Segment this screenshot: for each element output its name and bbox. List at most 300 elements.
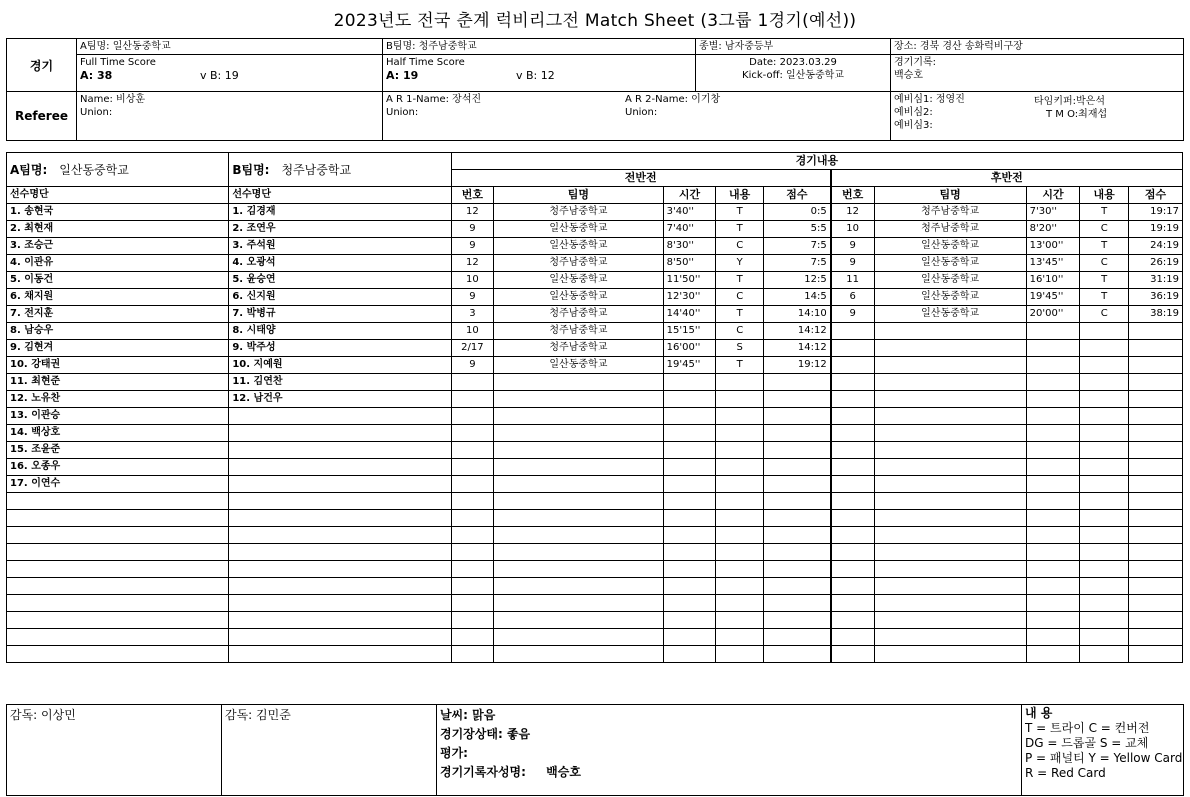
first-half-time: 12'30'' xyxy=(663,289,716,306)
first-half-no xyxy=(451,391,493,408)
first-half-score xyxy=(763,544,830,561)
second-half-time xyxy=(1026,629,1080,646)
roster-a-player: 9. 김현겨 xyxy=(7,340,229,357)
second-half-score xyxy=(1128,340,1182,357)
roster-a-player xyxy=(7,561,229,578)
second-half-code xyxy=(1080,612,1129,629)
first-half-code xyxy=(716,578,764,595)
table-row xyxy=(7,527,1183,544)
first-half-time: 8'30'' xyxy=(663,238,716,255)
second-half-team xyxy=(874,544,1026,561)
first-half-team: 청주남중학교 xyxy=(494,255,664,272)
second-half-code xyxy=(1080,459,1129,476)
first-half-score: 5:5 xyxy=(763,221,830,238)
second-half-team xyxy=(874,527,1026,544)
first-half-team: 일산동중학교 xyxy=(494,357,664,374)
second-half-no: 9 xyxy=(831,238,874,255)
table-row xyxy=(7,425,1183,442)
second-half-time: 8'20'' xyxy=(1026,221,1080,238)
second-half-time xyxy=(1026,595,1080,612)
first-half-team: 청주남중학교 xyxy=(494,306,664,323)
recorder-name: 백승호 xyxy=(894,70,923,81)
legend-line-1: T = 트라이 C = 컨버전 xyxy=(1025,721,1150,735)
first-half-score xyxy=(763,578,830,595)
first-half-score xyxy=(763,527,830,544)
roster-b-player xyxy=(229,595,451,612)
roster-b-player: 4. 오광석 xyxy=(229,255,451,272)
first-half-no xyxy=(451,561,493,578)
second-half-score xyxy=(1128,510,1182,527)
second-half-team xyxy=(874,323,1026,340)
first-half-score xyxy=(763,646,830,663)
second-half-score: 24:19 xyxy=(1128,238,1182,255)
first-half-time xyxy=(663,595,716,612)
first-half-header: 전반전 xyxy=(451,170,831,187)
table-row xyxy=(7,408,1183,425)
table-row xyxy=(7,357,1183,374)
second-half-team: 일산동중학교 xyxy=(874,289,1026,306)
first-half-no xyxy=(451,425,493,442)
roster-b-player xyxy=(229,459,451,476)
second-half-no xyxy=(831,578,874,595)
roster-b-player: 5. 윤승연 xyxy=(229,272,451,289)
second-half-score: 36:19 xyxy=(1128,289,1182,306)
table-row xyxy=(7,629,1183,646)
roster-a-player: 5. 이동건 xyxy=(7,272,229,289)
second-half-code xyxy=(1080,357,1129,374)
half-time-b: v B: 12 xyxy=(516,69,555,82)
referee-label: Referee xyxy=(7,92,77,141)
roster-b-player xyxy=(229,408,451,425)
first-half-no xyxy=(451,476,493,493)
second-half-no xyxy=(831,595,874,612)
second-half-team: 일산동중학교 xyxy=(874,272,1026,289)
roster-b-player xyxy=(229,527,451,544)
first-half-code xyxy=(716,561,764,578)
category: 종별: 남자중등부 xyxy=(696,39,891,55)
evaluation: 평가: xyxy=(440,746,468,760)
recorder-label: 경기기록: xyxy=(894,57,937,68)
roster-a-player xyxy=(7,510,229,527)
roster-b-player xyxy=(229,425,451,442)
second-half-team-header: 팀명 xyxy=(874,187,1026,204)
second-half-no: 10 xyxy=(831,221,874,238)
second-half-score: 19:19 xyxy=(1128,221,1182,238)
second-half-team xyxy=(874,442,1026,459)
roster-b-player xyxy=(229,646,451,663)
first-half-score: 12:5 xyxy=(763,272,830,289)
first-half-team: 일산동중학교 xyxy=(494,238,664,255)
first-half-no xyxy=(451,595,493,612)
second-half-time xyxy=(1026,323,1080,340)
first-half-time xyxy=(663,527,716,544)
team-b-name-cell xyxy=(229,153,451,187)
second-half-no xyxy=(831,527,874,544)
second-half-team xyxy=(874,357,1026,374)
first-half-no xyxy=(451,374,493,391)
roster-b-player: 7. 박병규 xyxy=(229,306,451,323)
first-half-time xyxy=(663,544,716,561)
second-half-team: 청주남중학교 xyxy=(874,204,1026,221)
first-half-time xyxy=(663,629,716,646)
roster-a-player: 4. 이관유 xyxy=(7,255,229,272)
second-half-team xyxy=(874,595,1026,612)
roster-a-player xyxy=(7,544,229,561)
first-half-time xyxy=(663,493,716,510)
second-half-team: 일산동중학교 xyxy=(874,238,1026,255)
second-half-code: T xyxy=(1080,238,1129,255)
second-half-no: 6 xyxy=(831,289,874,306)
second-half-code xyxy=(1080,340,1129,357)
second-half-no xyxy=(831,425,874,442)
second-half-no xyxy=(831,357,874,374)
first-half-time: 16'00'' xyxy=(663,340,716,357)
second-half-score: 26:19 xyxy=(1128,255,1182,272)
first-half-code: T xyxy=(716,357,764,374)
first-half-no: 10 xyxy=(451,272,493,289)
second-half-no xyxy=(831,476,874,493)
coach-a: 감독: 이상민 xyxy=(7,705,222,796)
first-half-team xyxy=(494,391,664,408)
team-a-name: 일산동중학교 xyxy=(59,162,129,177)
first-half-score xyxy=(763,459,830,476)
first-half-team xyxy=(494,408,664,425)
first-half-team: 일산동중학교 xyxy=(494,289,664,306)
first-half-team xyxy=(494,493,664,510)
first-half-no-header: 번호 xyxy=(451,187,493,204)
roster-a-player: 16. 오종우 xyxy=(7,459,229,476)
second-half-time xyxy=(1026,374,1080,391)
team-b-line: B팀명: 청주남중학교 xyxy=(383,39,696,55)
roster-a-player xyxy=(7,493,229,510)
first-half-score xyxy=(763,595,830,612)
first-half-team xyxy=(494,578,664,595)
second-half-no xyxy=(831,391,874,408)
first-half-code: Y xyxy=(716,255,764,272)
ground-condition: 경기장상태: 좋음 xyxy=(440,727,531,741)
roster-a-player: 11. 최현준 xyxy=(7,374,229,391)
roster-a-player: 15. 조윤준 xyxy=(7,442,229,459)
second-half-time xyxy=(1026,408,1080,425)
second-half-score xyxy=(1128,612,1182,629)
second-half-no: 9 xyxy=(831,255,874,272)
roster-a-player xyxy=(7,629,229,646)
legend-line-3: P = 패널티 Y = Yellow Card xyxy=(1025,751,1183,765)
roster-a-player: 8. 남승우 xyxy=(7,323,229,340)
second-half-time xyxy=(1026,391,1080,408)
second-half-score xyxy=(1128,391,1182,408)
first-half-team xyxy=(494,374,664,391)
table-row xyxy=(7,255,1183,272)
second-half-score xyxy=(1128,408,1182,425)
first-half-no xyxy=(451,459,493,476)
second-half-code xyxy=(1080,629,1129,646)
first-half-no xyxy=(451,544,493,561)
legend-line-4: R = Red Card xyxy=(1025,766,1106,780)
second-half-content-header: 내용 xyxy=(1080,187,1129,204)
first-half-no xyxy=(451,493,493,510)
second-half-time xyxy=(1026,527,1080,544)
table-row xyxy=(7,306,1183,323)
roster-b-player: 11. 김연찬 xyxy=(229,374,451,391)
table-row xyxy=(7,612,1183,629)
first-half-score: 14:5 xyxy=(763,289,830,306)
first-half-code xyxy=(716,629,764,646)
table-row xyxy=(7,595,1183,612)
first-half-score xyxy=(763,374,830,391)
table-row xyxy=(7,374,1183,391)
first-half-code xyxy=(716,493,764,510)
first-half-no xyxy=(451,442,493,459)
first-half-code xyxy=(716,544,764,561)
second-half-time xyxy=(1026,476,1080,493)
roster-b-header: 선수명단 xyxy=(229,187,451,204)
roster-b-player xyxy=(229,629,451,646)
second-half-team xyxy=(874,493,1026,510)
second-half-code xyxy=(1080,578,1129,595)
second-half-time xyxy=(1026,646,1080,663)
table-row xyxy=(7,544,1183,561)
first-half-team xyxy=(494,646,664,663)
first-half-code: C xyxy=(716,323,764,340)
first-half-time xyxy=(663,476,716,493)
tmo: T M O:최재섭 xyxy=(1046,109,1108,120)
roster-b-player: 10. 지예원 xyxy=(229,357,451,374)
team-a-name-cell xyxy=(7,153,229,187)
first-half-time: 19'45'' xyxy=(663,357,716,374)
referee-union: Union: xyxy=(80,107,113,118)
first-half-no: 9 xyxy=(451,238,493,255)
second-half-code xyxy=(1080,646,1129,663)
second-half-time xyxy=(1026,425,1080,442)
roster-b-player xyxy=(229,442,451,459)
first-half-time xyxy=(663,391,716,408)
full-time-a: A: 38 xyxy=(80,69,113,82)
ar2-union: Union: xyxy=(625,107,658,118)
match-content-header: 경기내용 xyxy=(451,153,1182,170)
team-b-name: 청주남중학교 xyxy=(281,162,352,177)
second-half-team xyxy=(874,459,1026,476)
recorder-sign-label: 경기기록자성명: xyxy=(440,765,526,779)
second-half-time xyxy=(1026,340,1080,357)
footer-table xyxy=(6,704,1184,796)
first-half-code: T xyxy=(716,306,764,323)
second-half-score xyxy=(1128,527,1182,544)
first-half-score: 7:5 xyxy=(763,238,830,255)
second-half-no xyxy=(831,646,874,663)
sheet-title: 2023년도 전국 춘계 럭비리그전 Match Sheet (3그룹 1경기(예선)) xyxy=(333,11,857,31)
second-half-code: C xyxy=(1080,306,1129,323)
second-half-score xyxy=(1128,544,1182,561)
ar2-name: A R 2-Name: 이기창 xyxy=(625,94,721,105)
roster-a-player: 12. 노유찬 xyxy=(7,391,229,408)
first-half-time xyxy=(663,459,716,476)
second-half-score xyxy=(1128,323,1182,340)
roster-a-player: 14. 백상호 xyxy=(7,425,229,442)
second-half-code: T xyxy=(1080,204,1129,221)
second-half-time xyxy=(1026,459,1080,476)
second-half-score: 38:19 xyxy=(1128,306,1182,323)
roster-a-player: 13. 이관승 xyxy=(7,408,229,425)
second-half-time: 13'00'' xyxy=(1026,238,1080,255)
game-label: 경기 xyxy=(7,39,77,92)
second-half-score xyxy=(1128,357,1182,374)
second-half-score xyxy=(1128,442,1182,459)
second-half-team xyxy=(874,374,1026,391)
first-half-time: 15'15'' xyxy=(663,323,716,340)
table-row xyxy=(7,459,1183,476)
second-half-code xyxy=(1080,408,1129,425)
second-half-no xyxy=(831,493,874,510)
second-half-no: 12 xyxy=(831,204,874,221)
table-row xyxy=(7,561,1183,578)
first-half-team: 청주남중학교 xyxy=(494,204,664,221)
first-half-score xyxy=(763,408,830,425)
table-row xyxy=(7,493,1183,510)
first-half-no xyxy=(451,408,493,425)
recorder-sign-name: 백승호 xyxy=(546,765,581,779)
table-row xyxy=(7,272,1183,289)
first-half-score xyxy=(763,391,830,408)
second-half-team xyxy=(874,391,1026,408)
table-row xyxy=(7,646,1183,663)
second-half-code xyxy=(1080,442,1129,459)
first-half-no xyxy=(451,629,493,646)
roster-a-player xyxy=(7,595,229,612)
first-half-code: C xyxy=(716,238,764,255)
table-row xyxy=(7,340,1183,357)
first-half-no xyxy=(451,578,493,595)
roster-a-player xyxy=(7,612,229,629)
second-half-team xyxy=(874,425,1026,442)
first-half-score: 14:10 xyxy=(763,306,830,323)
first-half-score: 19:12 xyxy=(763,357,830,374)
roster-b-player: 9. 박주성 xyxy=(229,340,451,357)
ar1-name: A R 1-Name: 장석진 xyxy=(386,94,482,105)
roster-a-player: 3. 조승근 xyxy=(7,238,229,255)
second-half-time: 7'30'' xyxy=(1026,204,1080,221)
match-events-table xyxy=(6,152,1183,663)
first-half-code xyxy=(716,442,764,459)
table-row xyxy=(7,204,1183,221)
first-half-score: 7:5 xyxy=(763,255,830,272)
reserve-2: 예비심2: xyxy=(894,107,933,118)
table-row xyxy=(7,391,1183,408)
first-half-code: C xyxy=(716,289,764,306)
second-half-time xyxy=(1026,357,1080,374)
roster-a-header: 선수명단 xyxy=(7,187,229,204)
second-half-no xyxy=(831,459,874,476)
first-half-time xyxy=(663,561,716,578)
second-half-code xyxy=(1080,425,1129,442)
second-half-time xyxy=(1026,544,1080,561)
second-half-team xyxy=(874,476,1026,493)
first-half-content-header: 내용 xyxy=(716,187,764,204)
full-time-b: v B: 19 xyxy=(200,69,239,82)
weather: 날씨: 맑음 xyxy=(440,708,496,722)
team-a-label: A팀명: xyxy=(10,162,48,177)
first-half-code xyxy=(716,459,764,476)
second-half-no: 9 xyxy=(831,306,874,323)
second-half-score xyxy=(1128,459,1182,476)
first-half-no: 12 xyxy=(451,255,493,272)
half-time-a: A: 19 xyxy=(386,69,419,82)
second-half-score xyxy=(1128,493,1182,510)
second-half-score: 31:19 xyxy=(1128,272,1182,289)
roster-b-player: 2. 조연우 xyxy=(229,221,451,238)
second-half-score: 19:17 xyxy=(1128,204,1182,221)
roster-b-player xyxy=(229,578,451,595)
first-half-score xyxy=(763,561,830,578)
first-half-no: 12 xyxy=(451,204,493,221)
first-half-time: 7'40'' xyxy=(663,221,716,238)
match-header-table xyxy=(6,38,1184,141)
first-half-time: 3'40'' xyxy=(663,204,716,221)
first-half-team xyxy=(494,442,664,459)
first-half-score xyxy=(763,493,830,510)
first-half-code xyxy=(716,510,764,527)
first-half-no: 9 xyxy=(451,357,493,374)
first-half-time xyxy=(663,374,716,391)
roster-a-player xyxy=(7,578,229,595)
roster-b-player xyxy=(229,510,451,527)
legend-line-2: DG = 드롭골 S = 교체 xyxy=(1025,736,1149,750)
second-half-score xyxy=(1128,578,1182,595)
roster-b-player: 8. 시태양 xyxy=(229,323,451,340)
second-half-team xyxy=(874,510,1026,527)
reserve-3: 예비심3: xyxy=(894,120,933,131)
first-half-time: 11'50'' xyxy=(663,272,716,289)
second-half-time xyxy=(1026,612,1080,629)
first-half-time xyxy=(663,510,716,527)
first-half-code xyxy=(716,595,764,612)
venue: 장소: 경북 경산 송화럭비구장 xyxy=(891,39,1184,55)
first-half-score: 0:5 xyxy=(763,204,830,221)
first-half-no: 9 xyxy=(451,289,493,306)
roster-b-player xyxy=(229,476,451,493)
team-a-line: A팀명: 일산동중학교 xyxy=(77,39,383,55)
roster-a-player xyxy=(7,646,229,663)
half-time-label: Half Time Score xyxy=(386,57,465,68)
second-half-score xyxy=(1128,646,1182,663)
second-half-no xyxy=(831,510,874,527)
second-half-no xyxy=(831,544,874,561)
first-half-score-header: 점수 xyxy=(763,187,830,204)
table-row xyxy=(7,578,1183,595)
table-row xyxy=(7,442,1183,459)
team-b-label: B팀명: xyxy=(232,162,270,177)
second-half-code: T xyxy=(1080,289,1129,306)
roster-b-player xyxy=(229,612,451,629)
second-half-no xyxy=(831,561,874,578)
second-half-code xyxy=(1080,391,1129,408)
roster-a-player: 6. 채지원 xyxy=(7,289,229,306)
second-half-time: 20'00'' xyxy=(1026,306,1080,323)
second-half-code xyxy=(1080,323,1129,340)
table-row xyxy=(7,221,1183,238)
full-time-label: Full Time Score xyxy=(80,57,156,68)
first-half-score xyxy=(763,510,830,527)
second-half-team: 일산동중학교 xyxy=(874,306,1026,323)
legend-title: 내 용 xyxy=(1025,706,1053,720)
first-half-score xyxy=(763,476,830,493)
first-half-time: 8'50'' xyxy=(663,255,716,272)
kickoff: Kick-off: 일산동중학교 xyxy=(742,70,844,81)
roster-a-player xyxy=(7,527,229,544)
second-half-no: 11 xyxy=(831,272,874,289)
first-half-score xyxy=(763,612,830,629)
second-half-code xyxy=(1080,561,1129,578)
